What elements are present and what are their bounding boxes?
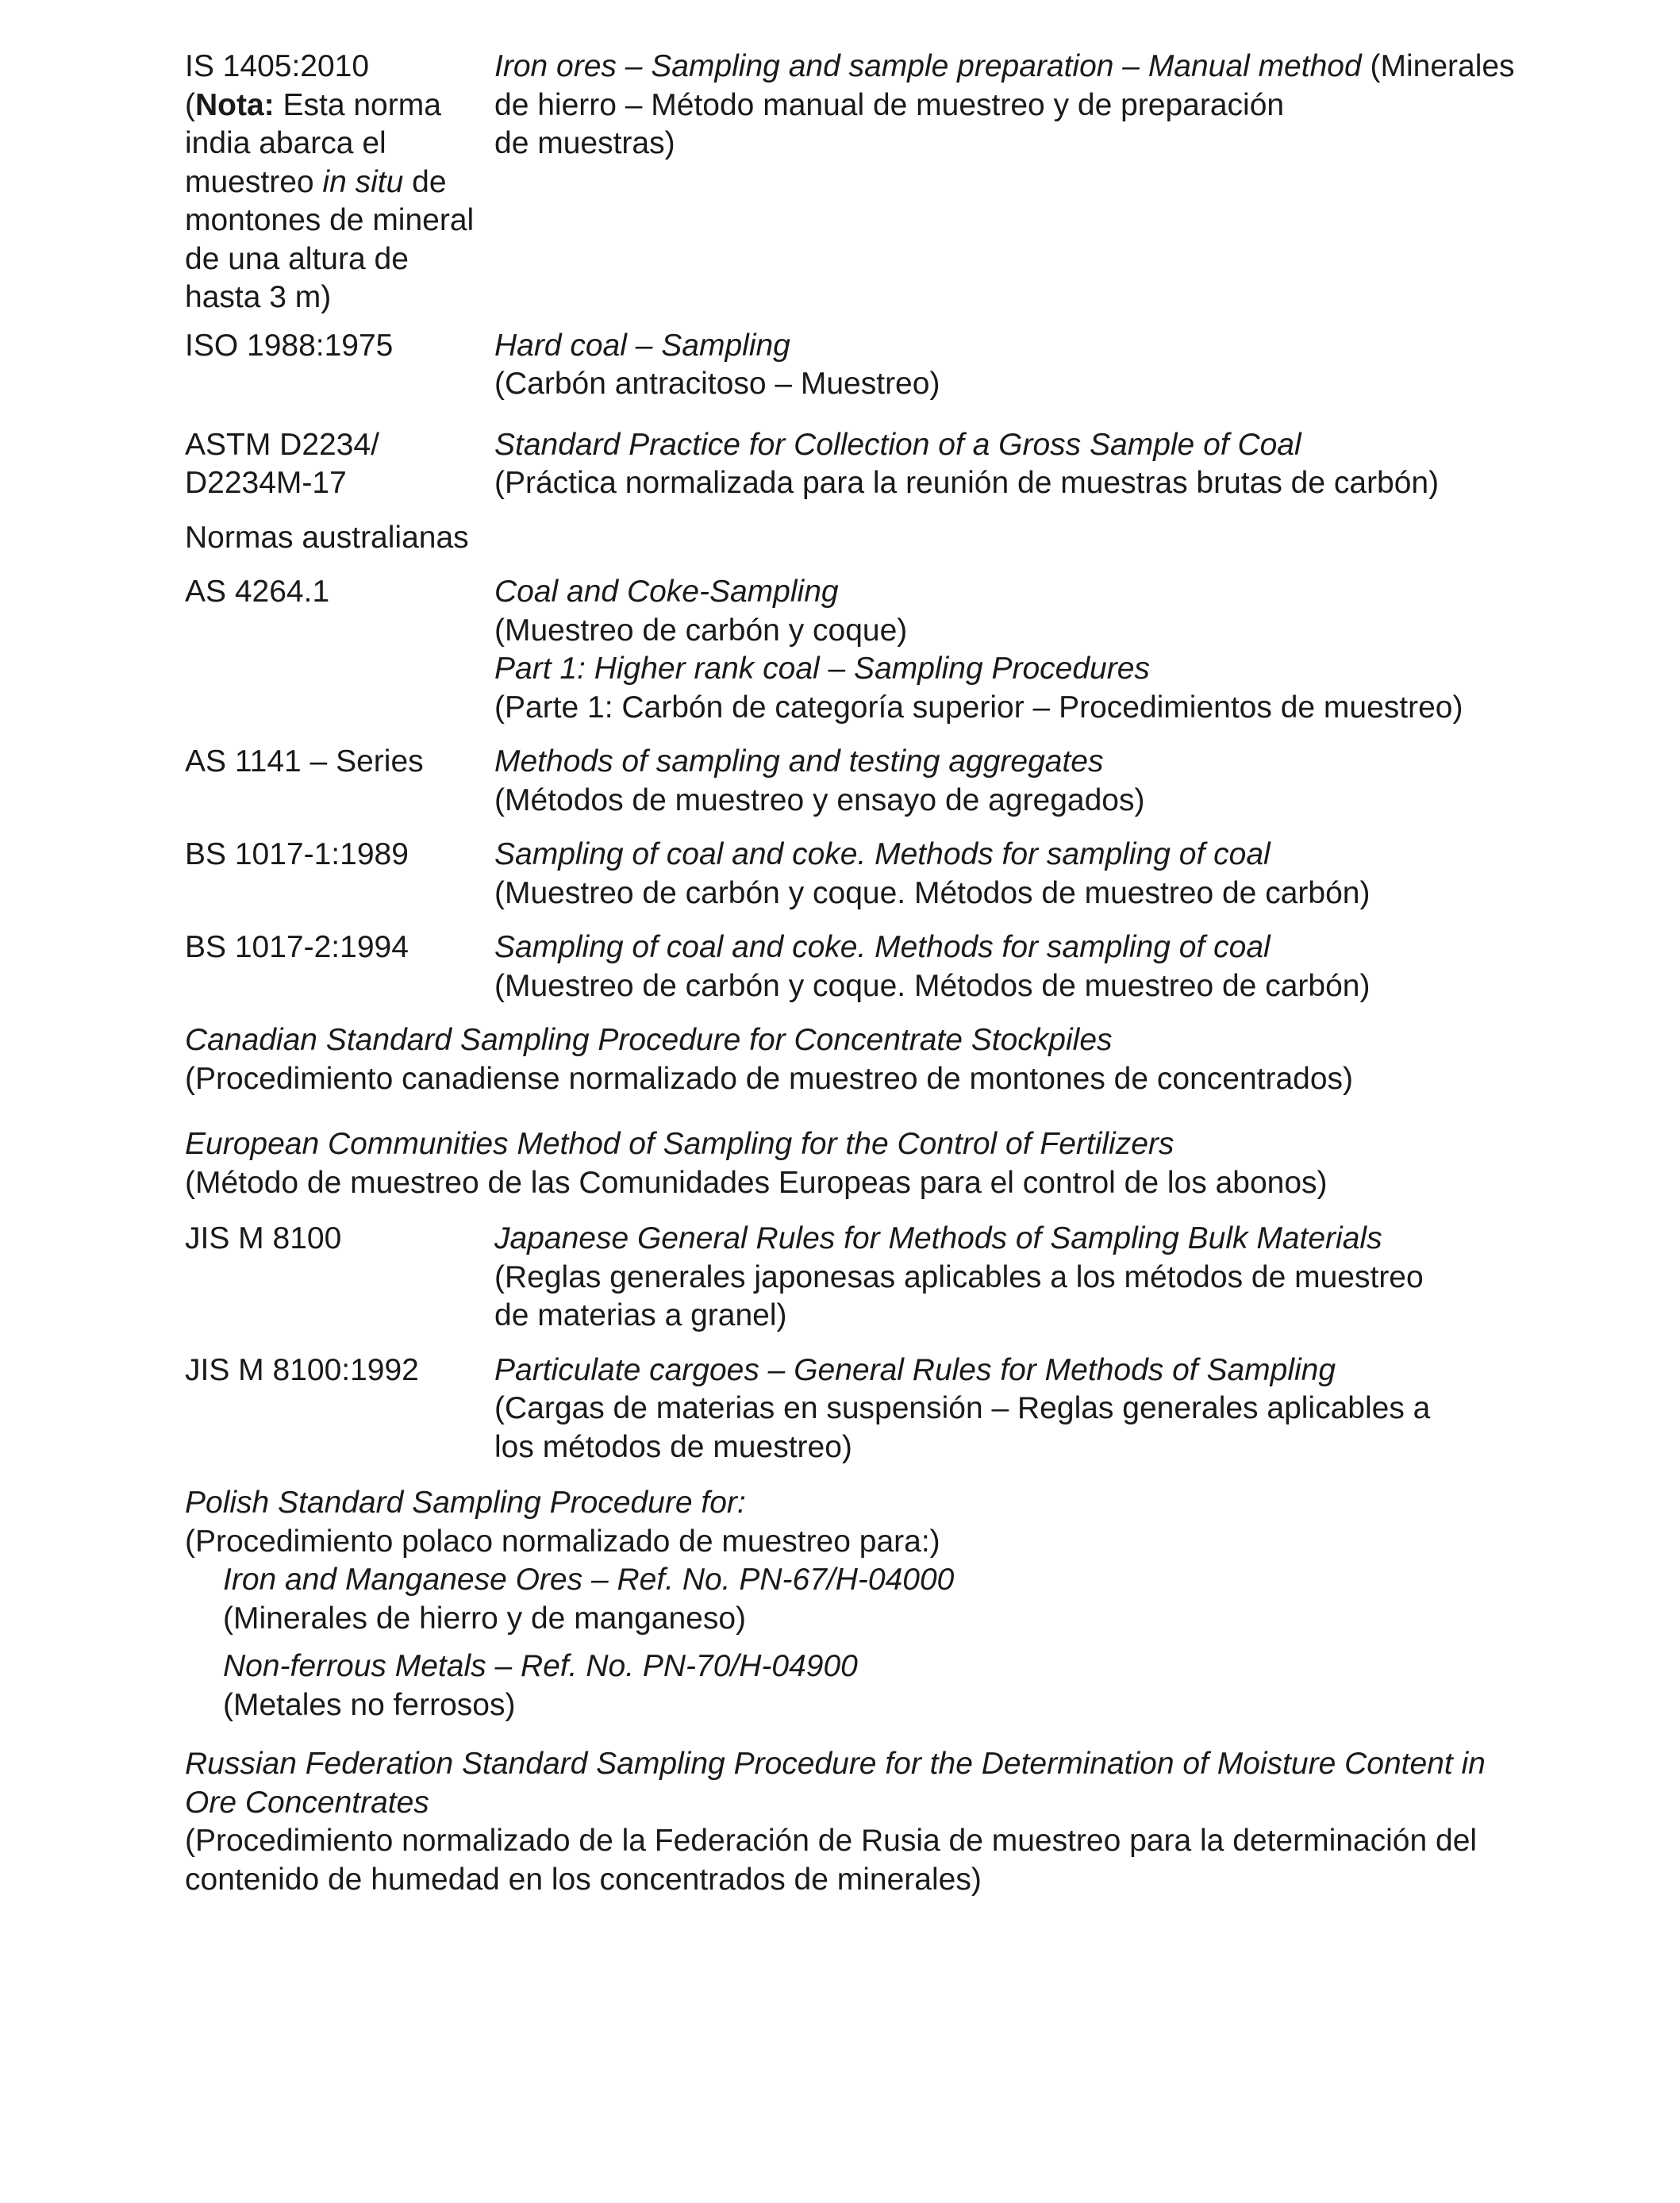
- entry-translation: (Práctica normalizada para la reunión de muestras brutas de carbón): [494, 466, 1440, 500]
- entry-code: ASTM D2234/ D2234M-17: [185, 427, 379, 500]
- polish-sub-non-ferrous: [185, 1647, 1518, 1724]
- note-label: Nota:: [195, 87, 275, 122]
- entry-translation: (Carbón antracitoso – Muestreo): [494, 367, 940, 401]
- entry-translation: (Muestreo de carbón y coque. Métodos de muestreo de carbón): [494, 968, 1371, 1003]
- entry-description: [494, 928, 1518, 1005]
- entry-iso-1988: [185, 327, 1518, 404]
- entry-polish: [185, 1484, 1518, 1724]
- entry-title: Hard coal – Sampling: [494, 328, 790, 363]
- note-line: de una altura de: [185, 241, 409, 276]
- entry-code: AS 4264.1: [185, 575, 330, 609]
- entry-part-title: Part 1: Higher rank coal – Sampling Procedures: [494, 652, 1150, 686]
- entry-description: [494, 1351, 1518, 1467]
- entry-part-translation: (Parte 1: Carbón de categoría superior – Procedimientos de muestreo): [494, 690, 1463, 725]
- entry-title: Ore Concentrates: [185, 1785, 429, 1820]
- entry-european: [185, 1125, 1518, 1202]
- entry-title: Russian Federation Standard Sampling Procedure for the Determination of Moisture Content in: [185, 1747, 1486, 1781]
- entry-title: Particulate cargoes – General Rules for Methods of Sampling: [494, 1352, 1336, 1387]
- section-heading-australian: Normas australianas: [185, 520, 469, 555]
- entry-jis-m-8100: [185, 1220, 1518, 1336]
- entry-code: JIS M 8100: [185, 1221, 342, 1255]
- entry-title: Coal and Coke-Sampling: [494, 575, 839, 609]
- note-line: india abarca el: [185, 126, 386, 160]
- entry-translation: (Método de muestreo de las Comunidades Europeas para el control de los abonos): [185, 1165, 1328, 1200]
- entry-code: BS 1017-2:1994: [185, 930, 409, 964]
- polish-sub-iron-manganese: [185, 1561, 1518, 1638]
- entry-translation: contenido de humedad en los concentrados de minerales): [185, 1862, 982, 1897]
- entry-description: [494, 573, 1518, 727]
- entry-translation: (Procedimiento normalizado de la Federación de Rusia de muestreo para la determinación del: [185, 1824, 1478, 1858]
- code-text: IS 1405:2010: [185, 49, 370, 83]
- note-line: hasta 3 m): [185, 280, 332, 314]
- entry-code: [185, 48, 494, 317]
- reference-list: [185, 48, 1518, 1899]
- entry-description: [494, 836, 1518, 913]
- entry-translation: los métodos de muestreo): [494, 1429, 852, 1464]
- note-line: muestreo in situ de: [185, 164, 447, 199]
- entry-description: [494, 743, 1518, 820]
- entry-translation: de hierro – Método manual de muestreo y de preparación: [494, 87, 1285, 122]
- sub-translation: (Metales no ferrosos): [223, 1687, 516, 1722]
- entry-russian: [185, 1745, 1518, 1899]
- entry-title: Canadian Standard Sampling Procedure for Concentrate Stockpiles: [185, 1023, 1113, 1057]
- entry-translation: de muestras): [494, 126, 675, 160]
- entry-description: [494, 426, 1518, 503]
- entry-translation: (Procedimiento canadiense normalizado de muestreo de montones de concentrados): [185, 1061, 1354, 1096]
- entry-translation: (Cargas de materias en suspensión – Reglas generales aplicables a: [494, 1391, 1431, 1425]
- entry-code: JIS M 8100:1992: [185, 1352, 419, 1387]
- entry-title: Japanese General Rules for Methods of Sampling Bulk Materials: [494, 1221, 1382, 1255]
- entry-title: Methods of sampling and testing aggregates: [494, 744, 1104, 779]
- entry-code: AS 1141 – Series: [185, 744, 424, 779]
- entry-translation: (Minerales: [1361, 49, 1515, 83]
- entry-translation: (Reglas generales japonesas aplicables a los métodos de muestreo: [494, 1259, 1424, 1294]
- note-line: montones de mineral: [185, 203, 475, 237]
- entry-title: Polish Standard Sampling Procedure for:: [185, 1486, 746, 1520]
- entry-bs-1017-1: [185, 836, 1518, 913]
- sub-title: Iron and Manganese Ores – Ref. No. PN-67/H-04000: [223, 1563, 955, 1597]
- note-line: (Nota: Esta norma: [185, 87, 441, 122]
- entry-as-4264: [185, 573, 1518, 727]
- entry-as-1141: [185, 743, 1518, 820]
- entry-description: [494, 1220, 1518, 1336]
- entry-title: Iron ores – Sampling and sample preparation – Manual method: [494, 49, 1362, 83]
- entry-title: Sampling of coal and coke. Methods for sampling of coal: [494, 837, 1271, 871]
- entry-code: ISO 1988:1975: [185, 328, 394, 363]
- entry-is-1405: [185, 48, 1518, 317]
- entry-translation: (Procedimiento polaco normalizado de muestreo para:): [185, 1524, 940, 1559]
- entry-bs-1017-2: [185, 928, 1518, 1005]
- entry-translation: de materias a granel): [494, 1298, 787, 1332]
- entry-title: Sampling of coal and coke. Methods for sampling of coal: [494, 930, 1271, 964]
- entry-title: European Communities Method of Sampling for the Control of Fertilizers: [185, 1127, 1174, 1161]
- entry-translation: (Métodos de muestreo y ensayo de agregados): [494, 782, 1145, 817]
- entry-description: [494, 327, 1518, 404]
- entry-description: [494, 48, 1518, 163]
- entry-code: BS 1017-1:1989: [185, 837, 409, 871]
- entry-translation: (Muestreo de carbón y coque. Métodos de muestreo de carbón): [494, 875, 1371, 910]
- entry-canadian: [185, 1021, 1518, 1098]
- entry-title: Standard Practice for Collection of a Gross Sample of Coal: [494, 427, 1301, 462]
- entry-translation: (Muestreo de carbón y coque): [494, 613, 908, 648]
- entry-jis-m-8100-1992: [185, 1351, 1518, 1467]
- entry-astm-d2234: [185, 426, 1518, 503]
- sub-translation: (Minerales de hierro y de manganeso): [223, 1601, 747, 1636]
- sub-title: Non-ferrous Metals – Ref. No. PN-70/H-04900: [223, 1649, 858, 1683]
